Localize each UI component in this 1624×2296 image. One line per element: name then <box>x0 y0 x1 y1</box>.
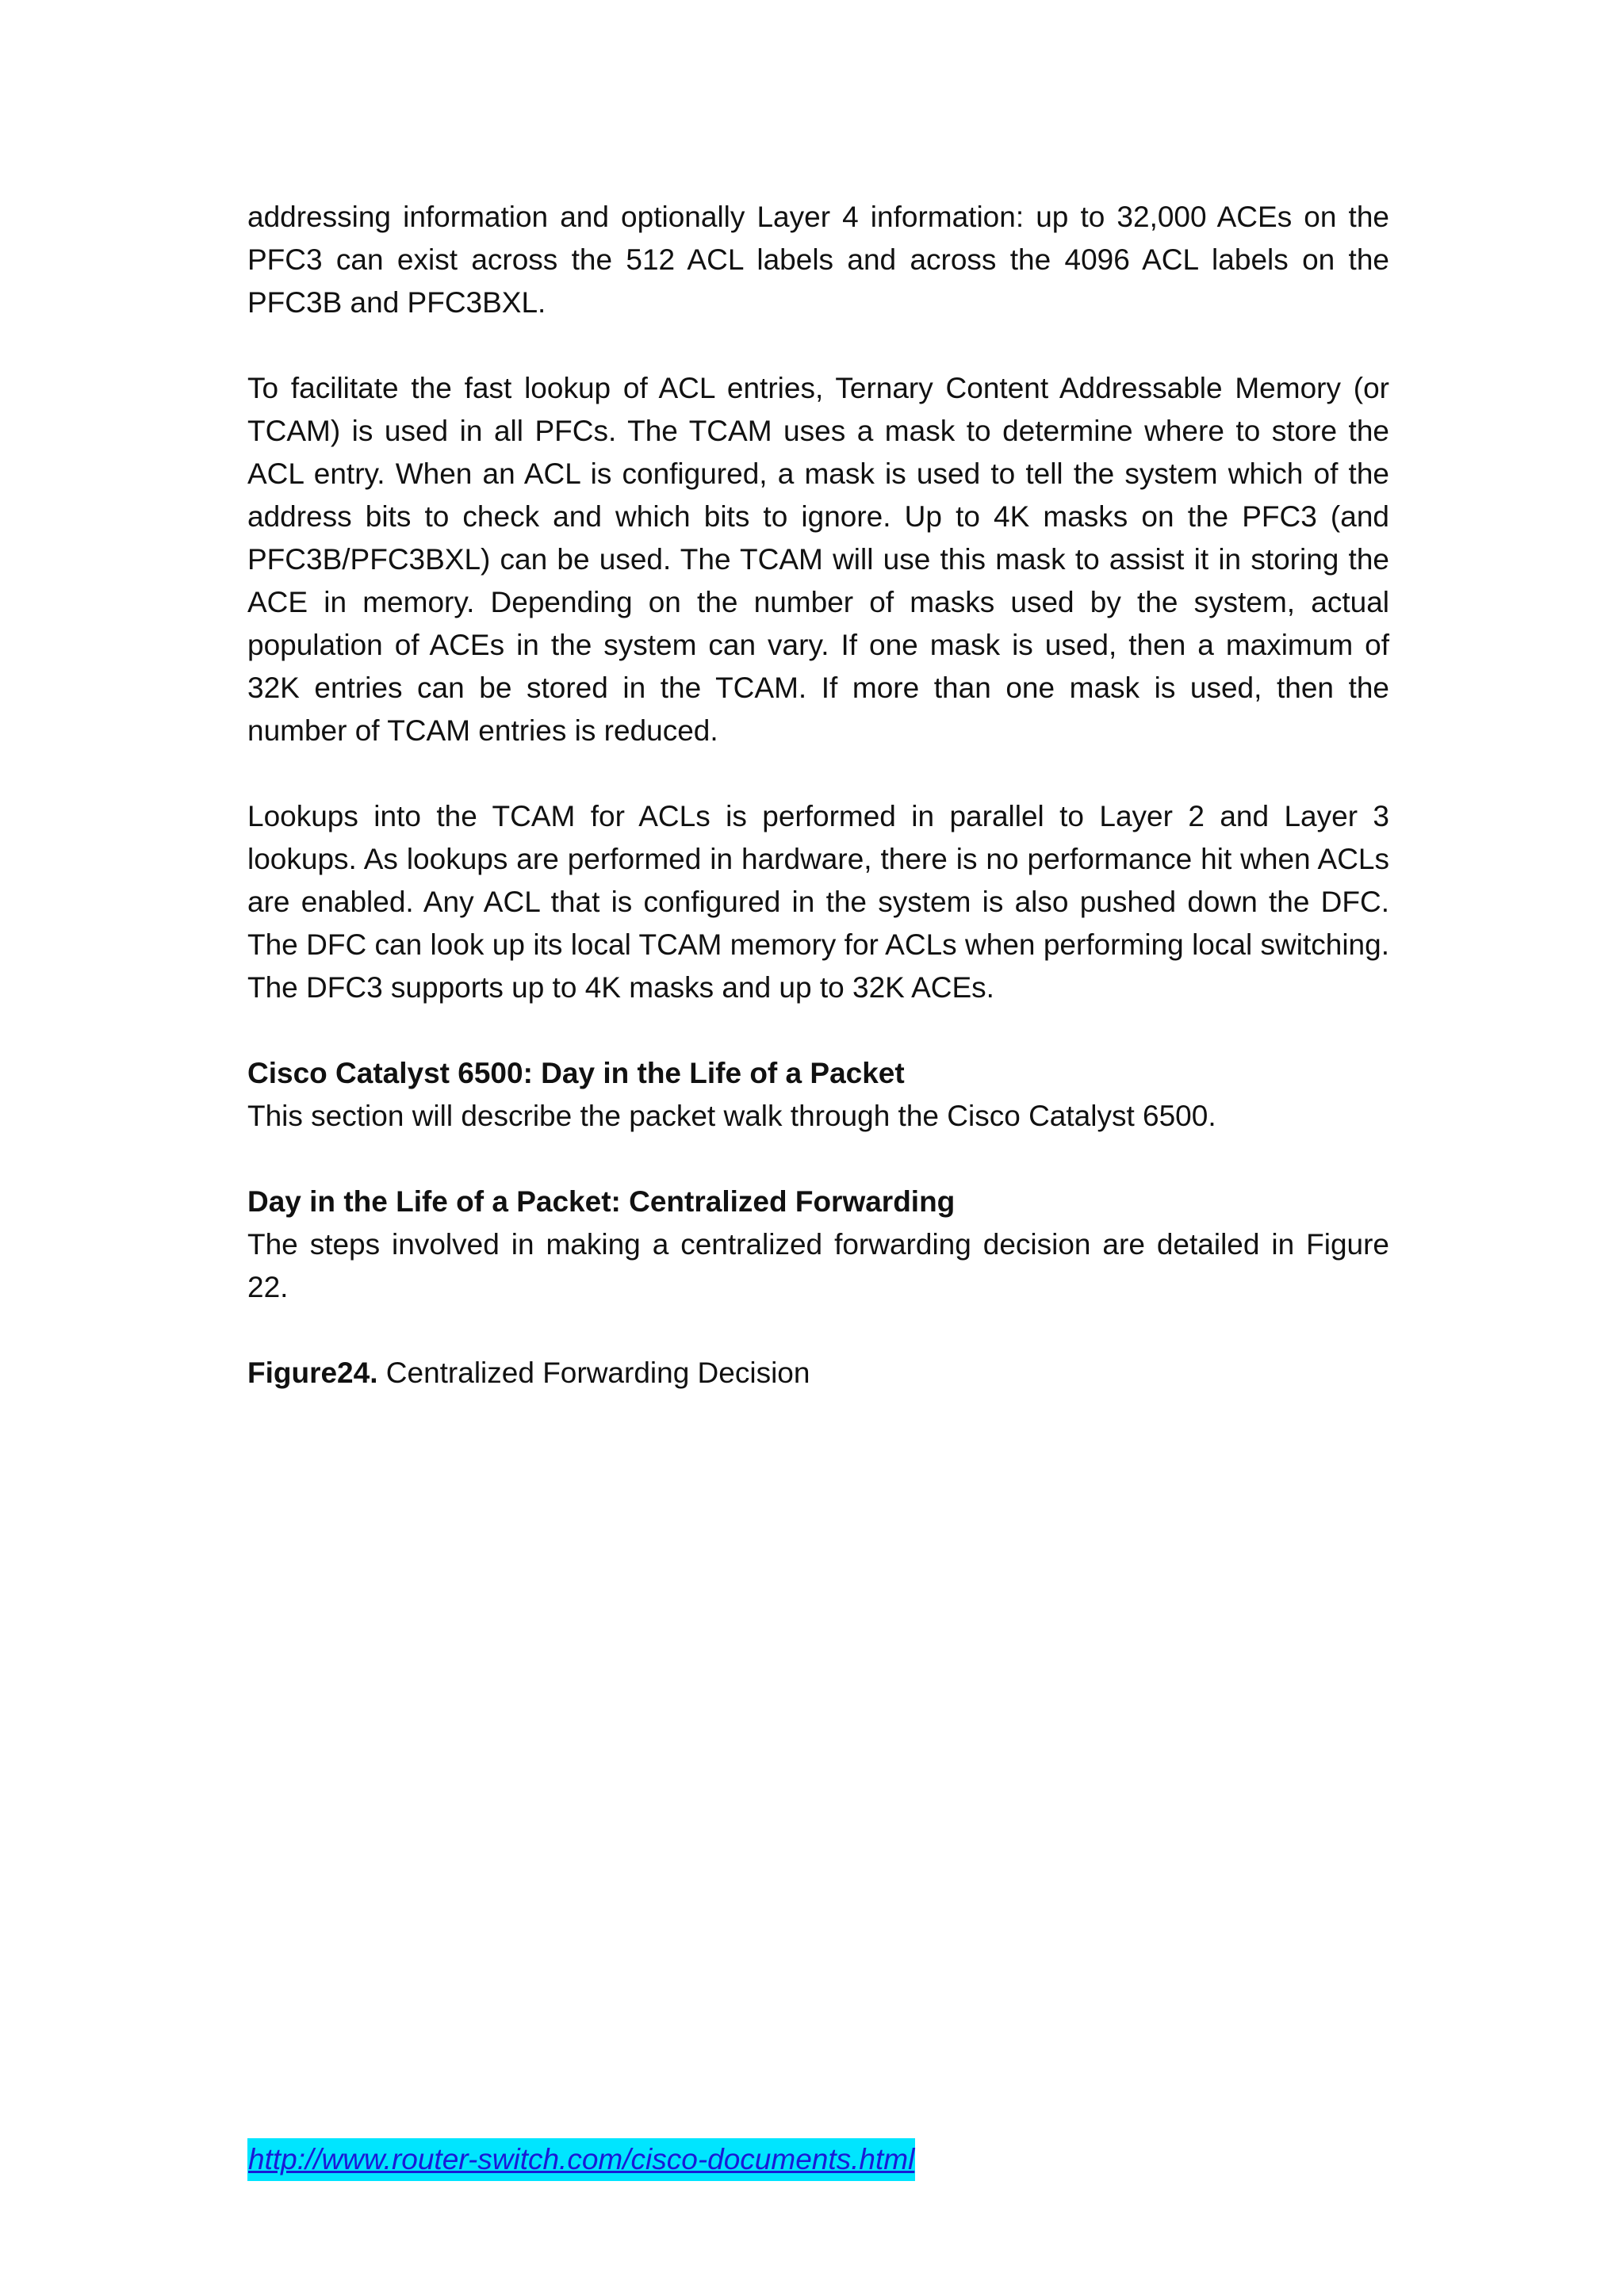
section-heading-day-in-life: Cisco Catalyst 6500: Day in the Life of a Packet <box>247 1057 905 1089</box>
paragraph-tcam: To facilitate the fast lookup of ACL entries, Ternary Content Addressable Memory (or TCAM) is used in all PFCs. The TCAM uses a mask to determine where to store the ACL entry. When an ACL is configured, a mask is used to tell the system which of the address bits to check and which bits to ignore. Up to 4K masks on the PFC3 (and PFC3B/PFC3BXL) can be used. The TCAM will use this mask to assist it in storing the ACE in memory. Depending on the number of masks used by the system, actual population of ACEs in the system can vary. If one mask is used, then a maximum of 32K entries can be stored in the TCAM. If more than one mask is used, then the number of TCAM entries is reduced. <box>247 372 1389 747</box>
section-heading-centralized-forwarding: Day in the Life of a Packet: Centralized Forwarding <box>247 1185 956 1218</box>
paragraph-tcam-lookups: Lookups into the TCAM for ACLs is performed in parallel to Layer 2 and Layer 3 lookups. As lookups are performed in hardware, there is no performance hit when ACLs are enabled. Any ACL that is configured in the system is also pushed down the DFC. The DFC can look up its local TCAM memory for ACLs when performing local switching. The DFC3 supports up to 4K masks and up to 32K ACEs. <box>247 800 1389 1004</box>
paragraph-acl-labels: addressing information and optionally Layer 4 information: up to 32,000 ACEs on the PFC3 can exist across the 512 ACL labels and across the 4096 ACL labels on the PFC3B and PFC3BXL. <box>247 201 1389 319</box>
page-body <box>247 196 1389 1395</box>
section-body-day-in-life: This section will describe the packet walk through the Cisco Catalyst 6500. <box>247 1100 1216 1132</box>
figure-title: Centralized Forwarding Decision <box>377 1357 810 1389</box>
figure-caption <box>247 1352 1389 1395</box>
section-body-centralized-forwarding: The steps involved in making a centralized forwarding decision are detailed in Figure 22. <box>247 1228 1389 1303</box>
section-day-in-life <box>247 1052 1389 1138</box>
figure-label: Figure24. <box>247 1357 378 1389</box>
section-centralized-forwarding <box>247 1181 1389 1309</box>
footer-link[interactable]: http://www.router-switch.com/cisco-documents.html <box>247 2138 915 2181</box>
